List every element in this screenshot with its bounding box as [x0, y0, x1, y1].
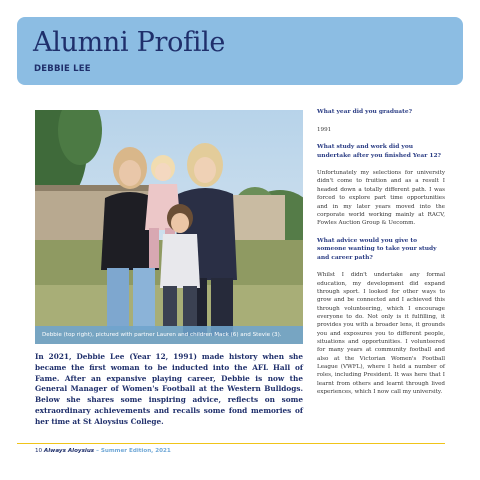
profile-name: DEBBIE LEE: [34, 64, 91, 74]
qa-column: [317, 108, 445, 405]
question-2: What study and work did you undertake after you finished Year 12?: [317, 142, 441, 159]
profile-header: [17, 17, 463, 85]
family-photo-image: [35, 110, 303, 344]
answer-1: 1991: [317, 126, 332, 133]
page-title: Alumni Profile: [33, 27, 226, 58]
answer-2: Unfortunately my selections for university didn't come to fruition and as a result I headed down a totally different path. I was forced to explore part time opportunities and in my later years moved into the corporate world working mainly at RACV, Fowles Auction Group & Uecomm.: [317, 170, 445, 227]
photo-caption: Debbie (top right), pictured with partner Lauren and children Mack (6) and Stevie (3).: [35, 326, 303, 344]
question-1: What year did you graduate?: [317, 108, 413, 115]
answer-3: Whilst I didn't undertake any formal education, my development did expand through sport. I looked for other ways to grow and be connected and I achieved this through volunteering, which I encourage everyone to do. Not only is it fulfilling, it provides you with a broader lens, it grounds you and exposures you to different people, situations and opportunities. I volunteered for many years at community football and also at the Victorian Women's Football League (VWFL), where I held a number of roles, including President. It was here that I learnt from others and learnt through lived experiences, which I now call my university.: [317, 272, 445, 396]
publication-name: Always Aloysius: [43, 448, 95, 454]
page-footer: [35, 448, 171, 454]
edition-label: Summer Edition, 2021: [100, 448, 171, 454]
question-3: What advice would you give to someone wanting to take your study and career path?: [317, 236, 437, 261]
intro-paragraph: In 2021, Debbie Lee (Year 12, 1991) made history when she became the first woman to be inducted into the AFL Hall of Fame. After an expansive playing career, Debbie is now the General Manager of Women's Football at the Western Bulldogs. Below she shares some inspiring advice, reflects on some extraordinary achievements and recalls some fond memories of her time at St Aloysius College.: [35, 352, 303, 426]
footer-divider: [17, 443, 445, 444]
page-number: 10: [35, 448, 43, 454]
family-photo: [35, 110, 303, 344]
footer-separator: –: [94, 448, 101, 454]
